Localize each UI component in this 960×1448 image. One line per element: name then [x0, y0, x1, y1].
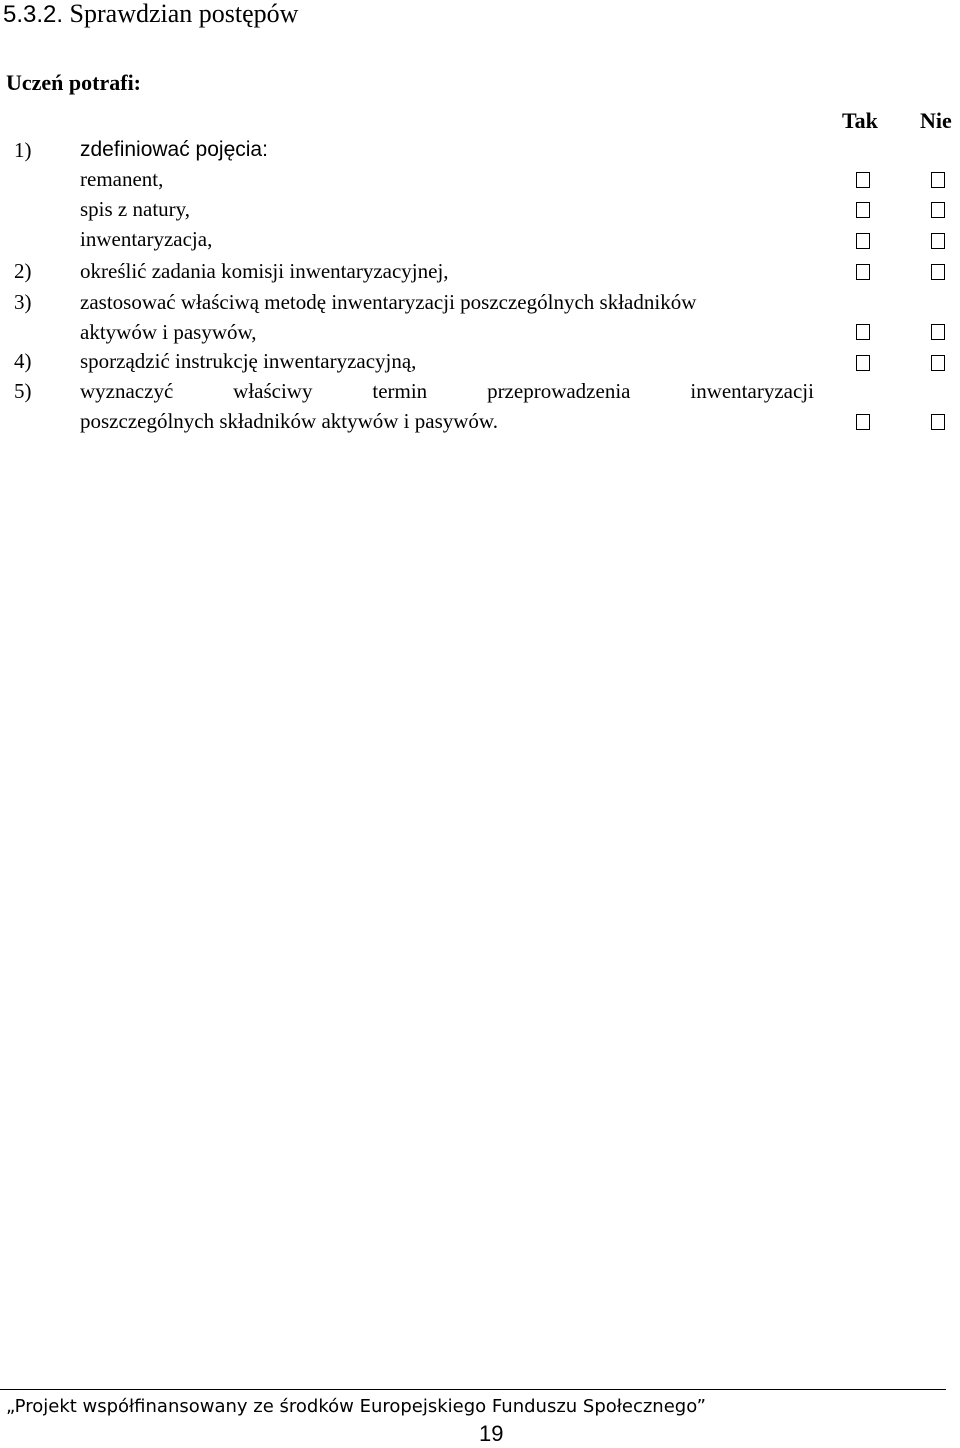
- justified-word: przeprowadzenia: [487, 379, 631, 403]
- checkbox-item-2-no[interactable]: [931, 264, 945, 280]
- item-3-line-2: aktywów i pasywów,: [80, 320, 257, 344]
- checkbox-item-4-yes[interactable]: [856, 355, 870, 371]
- item-5-line-2: poszczególnych składników aktywów i pasywów.: [80, 409, 498, 433]
- column-header-yes: Tak: [842, 108, 878, 133]
- checkbox-item-2-yes[interactable]: [856, 264, 870, 280]
- item-1-line-1: zdefiniować pojęcia:: [80, 138, 268, 161]
- checkbox-remanent-no[interactable]: [931, 172, 945, 188]
- checkbox-item-5-no[interactable]: [931, 414, 945, 430]
- item-1-marker: 1): [14, 138, 32, 162]
- checkbox-item-5-yes[interactable]: [856, 414, 870, 430]
- checkbox-item-3-yes[interactable]: [856, 324, 870, 340]
- checkbox-item-3-no[interactable]: [931, 324, 945, 340]
- item-4-line-1: sporządzić instrukcję inwentaryzacyjną,: [80, 349, 417, 373]
- checkbox-item-4-no[interactable]: [931, 355, 945, 371]
- justified-word: wyznaczyć: [80, 379, 174, 403]
- column-header-no: Nie: [920, 108, 952, 133]
- justified-word: inwentaryzacji: [690, 379, 814, 403]
- section-heading: [3, 0, 298, 31]
- justified-word: termin: [372, 379, 428, 403]
- section-number: 5.3.2.: [3, 1, 64, 28]
- item-1-line-2: remanent,: [80, 167, 164, 191]
- page-number: 19: [479, 1421, 504, 1446]
- checkbox-spis-yes[interactable]: [856, 202, 870, 218]
- justified-word: właściwy: [233, 379, 313, 403]
- item-4-marker: 4): [14, 349, 32, 373]
- item-3-marker: 3): [14, 290, 32, 314]
- checkbox-inwentaryzacja-yes[interactable]: [856, 233, 870, 249]
- section-title: Sprawdzian postępów: [69, 0, 299, 28]
- item-5-marker: 5): [14, 379, 32, 403]
- checkbox-remanent-yes[interactable]: [856, 172, 870, 188]
- footer-divider: [0, 1389, 946, 1390]
- intro-heading: Uczeń potrafi:: [6, 70, 142, 95]
- item-3-line-1: zastosować właściwą metodę inwentaryzacji poszczególnych składników: [80, 290, 697, 314]
- item-2-line-1: określić zadania komisji inwentaryzacyjnej,: [80, 259, 449, 283]
- item-5-line-1: [80, 378, 814, 404]
- footer-project-note: „Projekt współfinansowany ze środków Europejskiego Funduszu Społecznego”: [6, 1396, 706, 1417]
- item-1-line-3: spis z natury,: [80, 197, 191, 221]
- item-2-marker: 2): [14, 259, 32, 283]
- item-1-line-4: inwentaryzacja,: [80, 227, 213, 251]
- checkbox-inwentaryzacja-no[interactable]: [931, 233, 945, 249]
- checkbox-spis-no[interactable]: [931, 202, 945, 218]
